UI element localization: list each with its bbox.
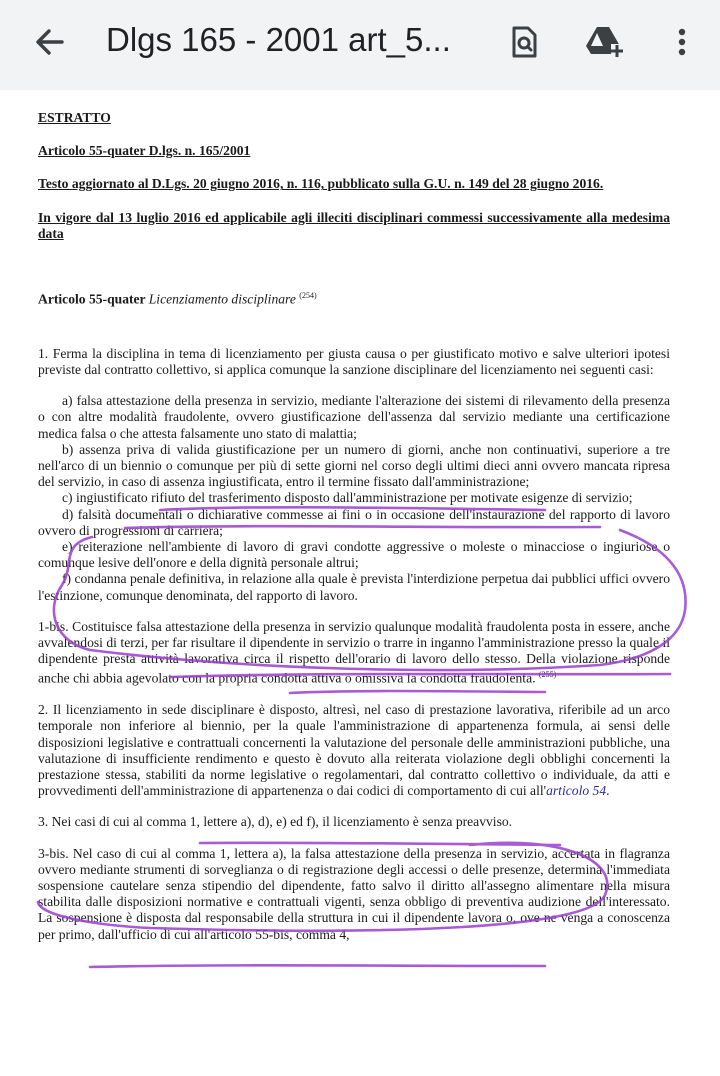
- letter-e: e) reiterazione nell'ambiente di lavoro di gravi condotte aggressive o moleste o minacciose o ingiuriose o comunque lesive dell'onore e della dignità personale altrui;: [38, 538, 670, 571]
- letter-b: b) assenza priva di valida giustificazione per un numero di giorni, anche non continuativi, superiore a tre nell'arco di un biennio o comunque per più di sette giorni nel corso degli ultimi dieci anni ovvero mancata ripresa del servizio, in caso di assenza ingiustificata, entro il termine fissato dall'amministrazione;: [38, 441, 670, 490]
- heading-estratto: ESTRATTO: [38, 110, 111, 125]
- more-vert-icon: [660, 20, 704, 64]
- comma-3-bis: 3-bis. Nel caso di cui al comma 1, lettera a), la falsa attestazione della presenza in servizio, accertata in flagranza ovvero mediante strumenti di sorveglianza o di registrazione degli accessi o delle presenze, determina l'immediata sospensione cautelare senza stipendio del dipendente, fatto salvo il diritto all'assegno alimentare nella misura stabilita dalle disposizioni normative e contrattuali vigenti, senza obbligo di preventiva audizione dell'interessato. La sospensione è disposta dal responsabile della struttura in cui il dipendente lavora o, ove ne venga a conoscenza per primo, dall'ufficio di cui all'articolo 55-bis, comma 4,: [38, 845, 670, 942]
- back-button[interactable]: [30, 22, 70, 62]
- letter-d: d) falsità documentali o dichiarative commesse ai fini o in occasione dell'instaurazione del rapporto di lavoro ovvero di progressioni di carriera;: [38, 506, 670, 538]
- ink-strike-3bis: [90, 965, 545, 967]
- link-articolo-54[interactable]: articolo 54: [546, 783, 607, 799]
- heading-article-ref: Articolo 55-quater D.lgs. n. 165/2001: [38, 143, 251, 159]
- comma-3: 3. Nei casi di cui al comma 1, lettere a), d), e) ed f), il licenziamento è senza preavviso.: [38, 814, 513, 830]
- add-to-drive-icon: [582, 20, 626, 64]
- comma-1: 1. Ferma la disciplina in tema di licenziamento per giusta causa o per giustificato motivo e salve ulteriori ipotesi previste dal contratto collettivo, si applica comunque la sanzione disciplinare del licenziamento nei seguenti casi:: [38, 345, 670, 377]
- more-options-button[interactable]: [660, 20, 704, 64]
- doc-search-icon: [502, 20, 546, 64]
- letter-a: a) falsa attestazione della presenza in servizio, mediante l'alterazione dei sistemi di rilevamento della presenza o con altre modalità fraudolente, ovvero giustificazione dell'assenza dal servizio mediante una certificazione medica falsa o che attesta falsamente uno stato di malattia;: [38, 393, 670, 441]
- document-page: [38, 110, 670, 943]
- top-app-bar: [0, 0, 720, 91]
- comma-2: 2. Il licenziamento in sede disciplinare è disposto, altresì, nel caso di prestazione lavorativa, riferibile ad un arco temporale non inferiore al biennio, per la quale l'amministrazione di appartenenza formula, ai sensi delle disposizioni legislative e contrattuali concernenti la valutazione del personale delle amministrazioni pubbliche, una valutazione di insufficiente rendimento e questo è dovuto alla reiterata violazione degli obblighi concernenti la prestazione stessa, stabiliti da norme legislative o regolamentari, dal contratto collettivo o individuale, da atti e provvedimenti dell'amministrazione di appartenenza o dai codici di comportamento di cui all'articolo 54.: [38, 702, 670, 799]
- arrow-back-icon: [30, 22, 70, 62]
- letter-f: f) condanna penale definitiva, in relazione alla quale è prevista l'interdizione perpetua dai pubblici uffici ovvero l'estinzione, comunque denominata, del rapporto di lavoro.: [38, 571, 670, 603]
- document-viewer[interactable]: [0, 90, 720, 1076]
- search-in-doc-button[interactable]: [502, 20, 546, 64]
- document-title: Dlgs 165 - 2001 art_5...: [106, 21, 451, 58]
- add-to-drive-button[interactable]: [582, 20, 626, 64]
- article-title: Articolo 55-quater Licenziamento disciplinare $^{(254)}$: [38, 291, 317, 307]
- letter-c: c) ingiustificato rifiuto del trasferimento disposto dall'amministrazione per motivate esigenze di servizio;: [62, 490, 633, 506]
- heading-in-force: In vigore dal 13 luglio 2016 ed applicabile agli illeciti disciplinari commessi successivamente alla medesima data: [38, 209, 670, 241]
- comma-1-bis: 1-bis. Costituisce falsa attestazione della presenza in servizio qualunque modalità fraudolenta posta in essere, anche avvalendosi di terzi, per far risultare il dipendente in servizio o trarre in inganno l'amministrazione presso la quale il dipendente presta attività lavorativa circa il rispetto dell'orario di lavoro dello stesso. Della violazione risponde anche chi abbia agevolato con la propria condotta attiva o omissiva la condotta fraudolenta. $^{(255)}$: [38, 618, 670, 686]
- heading-updated-text: Testo aggiornato al D.Lgs. 20 giugno 2016, n. 116, pubblicato sulla G.U. n. 149 del 28 giugno 2016.: [38, 176, 604, 192]
